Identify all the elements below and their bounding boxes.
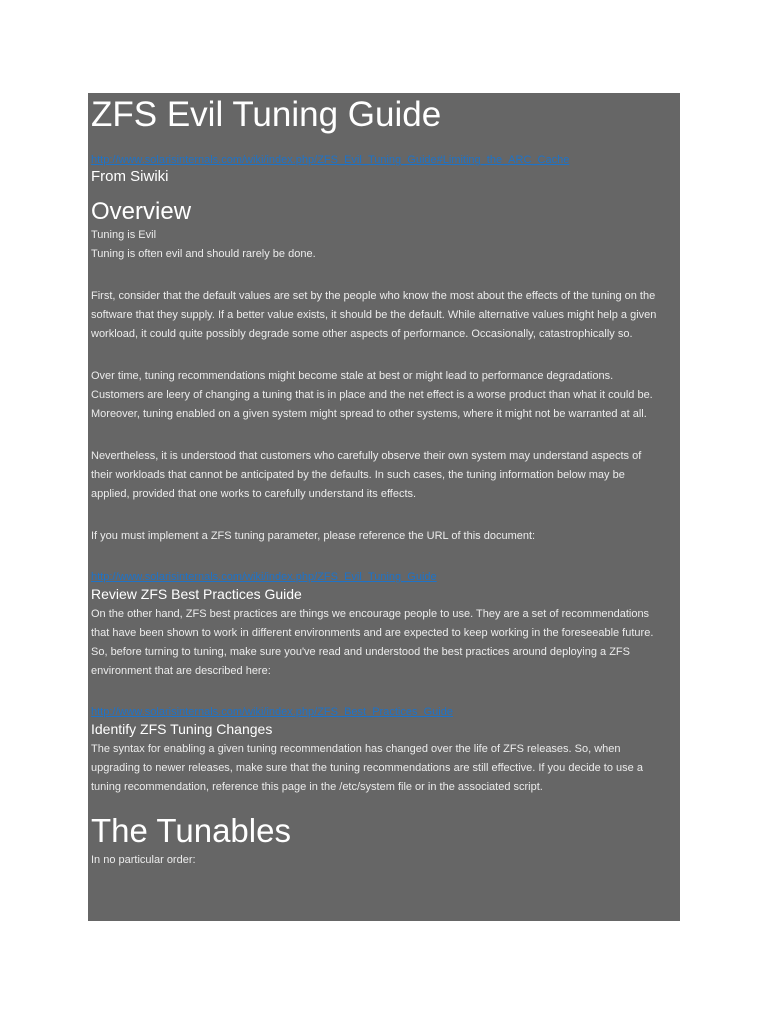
overview-paragraph-1 [91,287,677,344]
evil-tuning-guide-link[interactable]: http://www.solarisinternals.com/wiki/index.php/ZFS_Evil_Tuning_Guide [91,571,437,583]
text-line: that have been shown to work in different environments and are expected to keep working in the foreseeable future. [91,627,654,639]
overview-paragraph-2 [91,367,677,424]
text-line: upgrading to newer releases, make sure that the tuning recommendations are still effective. If you decide to use a [91,762,643,774]
spacer [91,424,677,447]
text-line: workload, it could quite possibly degrade some other aspects of performance. Occasionally, catastrophically so. [91,328,633,340]
best-practices-heading: Review ZFS Best Practices Guide [91,586,302,602]
text-line: their workloads that cannot be anticipated by the defaults. In such cases, the tuning information below may be [91,469,625,481]
text-line: On the other hand, ZFS best practices are things we encourage people to use. They are a set of recommendations [91,608,650,620]
overview-subtitle: Tuning is Evil [91,229,157,241]
best-practices-link[interactable]: http://www.solarisinternals.com/wiki/index.php/ZFS_Best_Practices_Guide [91,706,453,718]
overview-paragraph-3 [91,447,677,504]
text-line: Customers are leery of changing a tuning that is in place and the net effect is a worse product than what it could be. [91,389,653,401]
text-line: environment that are described here: [91,665,271,677]
spacer [91,344,677,367]
tuning-changes-heading: Identify ZFS Tuning Changes [91,721,273,737]
text-line: applied, provided that one works to carefully understand its effects. [91,488,417,500]
text-line: Over time, tuning recommendations might become stale at best or might lead to performance degradations. [91,370,614,382]
text-line: Nevertheless, it is understood that customers who carefully observe their own system may understand aspects of [91,450,642,462]
text-line: Moreover, tuning enabled on a given system might spread to other systems, where it might not be warranted at all. [91,408,647,420]
text-line: software that they supply. If a better value exists, it should be the default. While alternative values might help a given [91,309,657,321]
text-line: The syntax for enabling a given tuning recommendation has changed over the life of ZFS releases. So, when [91,743,621,755]
spacer [91,504,677,527]
source-label: From Siwiki [91,168,169,185]
text-line: First, consider that the default values are set by the people who know the most about the effects of the tuning on the [91,290,656,302]
text-line: So, before turning to tuning, make sure you've read and understood the best practices around deploying a ZFS [91,646,630,658]
text-line: tuning recommendation, reference this page in the /etc/system file or in the associated script. [91,781,543,793]
overview-paragraph-4: If you must implement a ZFS tuning parameter, please reference the URL of this document: [91,530,536,542]
overview-heading: Overview [91,198,192,225]
document-body [88,93,677,870]
tunables-intro: In no particular order: [91,854,196,866]
overview-line: Tuning is often evil and should rarely be done. [91,248,316,260]
arc-cache-link[interactable]: http://www.solarisinternals.com/wiki/index.php/ZFS_Evil_Tuning_Guide#Limiting_the_ARC_Cache [91,154,570,166]
best-practices-paragraph [91,605,677,681]
document-page [88,93,680,921]
tunables-heading: The Tunables [91,812,291,849]
spacer [91,264,677,287]
tuning-changes-paragraph [91,740,677,797]
page-title: ZFS Evil Tuning Guide [91,95,442,134]
